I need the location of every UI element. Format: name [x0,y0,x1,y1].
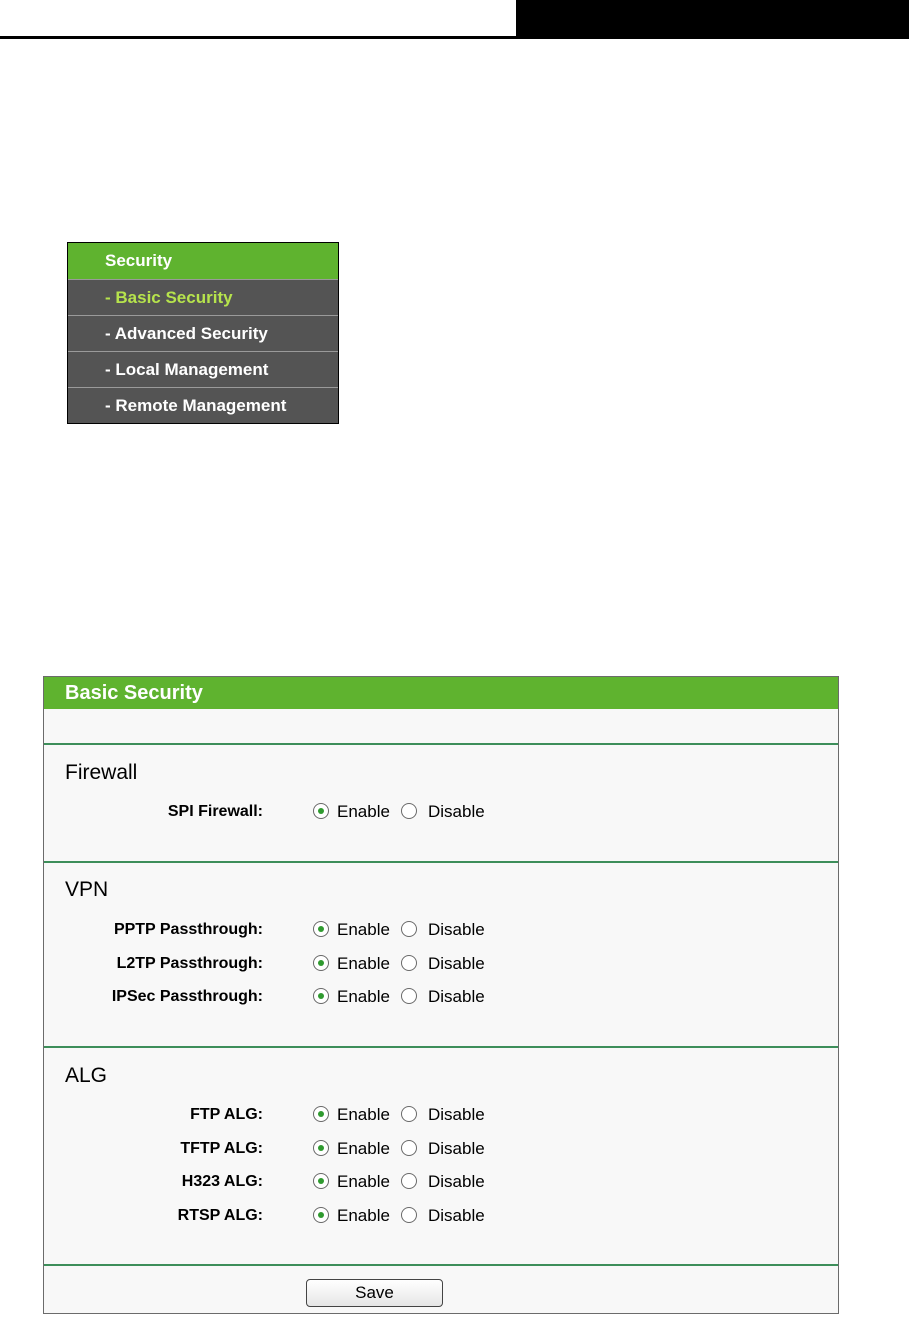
enable-option-label[interactable]: Enable [337,1206,390,1225]
save-button[interactable]: Save [306,1279,443,1307]
enable-option-label[interactable]: Enable [337,1139,390,1158]
enable-radio[interactable] [313,955,329,971]
disable-radio[interactable] [401,1106,417,1122]
row-ftp-alg [44,1104,838,1126]
enable-radio[interactable] [313,1207,329,1223]
row-label: IPSec Passthrough: [111,988,263,1005]
enable-radio[interactable] [313,803,329,819]
row-l2tp-passthrough [44,953,838,975]
disable-radio[interactable] [401,921,417,937]
basic-security-panel [43,676,839,1314]
disable-radio[interactable] [401,1173,417,1189]
section-title-alg: ALG [65,1064,108,1087]
row-label: H323 ALG: [181,1173,263,1190]
enable-option-label[interactable]: Enable [337,1105,390,1124]
divider [44,743,838,745]
row-tftp-alg [44,1138,838,1160]
enable-radio[interactable] [313,1173,329,1189]
disable-option-label[interactable]: Disable [428,954,485,973]
disable-radio[interactable] [401,1207,417,1223]
row-label: L2TP Passthrough: [116,955,263,972]
row-label: SPI Firewall: [167,803,263,820]
enable-option-label[interactable]: Enable [337,802,390,821]
disable-option-label[interactable]: Disable [428,1105,485,1124]
row-spi-firewall [44,801,838,823]
enable-radio[interactable] [313,921,329,937]
disable-option-label[interactable]: Disable [428,1172,485,1191]
security-menu [67,242,339,424]
disable-option-label[interactable]: Disable [428,1139,485,1158]
disable-radio[interactable] [401,955,417,971]
menu-item-local-management[interactable]: - Local Management [68,351,338,387]
row-h323-alg [44,1171,838,1193]
row-rtsp-alg [44,1205,838,1227]
panel-title: Basic Security [44,677,838,709]
row-pptp-passthrough [44,919,838,941]
menu-item-remote-management[interactable]: - Remote Management [68,387,338,423]
disable-radio[interactable] [401,988,417,1004]
disable-option-label[interactable]: Disable [428,987,485,1006]
header-black-block [516,0,909,39]
section-title-firewall: Firewall [65,761,138,784]
row-ipsec-passthrough [44,986,838,1008]
enable-option-label[interactable]: Enable [337,1172,390,1191]
enable-option-label[interactable]: Enable [337,954,390,973]
divider [44,861,838,863]
enable-radio[interactable] [313,988,329,1004]
row-label: TFTP ALG: [180,1140,263,1157]
divider [44,1264,838,1266]
row-label: FTP ALG: [190,1106,263,1123]
disable-radio[interactable] [401,1140,417,1156]
enable-option-label[interactable]: Enable [337,987,390,1006]
section-title-vpn: VPN [65,878,109,901]
row-label: RTSP ALG: [177,1207,263,1224]
divider [44,1046,838,1048]
enable-option-label[interactable]: Enable [337,920,390,939]
header-rule [0,36,516,39]
disable-option-label[interactable]: Disable [428,920,485,939]
enable-radio[interactable] [313,1140,329,1156]
enable-radio[interactable] [313,1106,329,1122]
disable-radio[interactable] [401,803,417,819]
disable-option-label[interactable]: Disable [428,802,485,821]
menu-item-basic-security[interactable]: - Basic Security [68,279,338,315]
menu-item-advanced-security[interactable]: - Advanced Security [68,315,338,351]
row-label: PPTP Passthrough: [113,921,263,938]
disable-option-label[interactable]: Disable [428,1206,485,1225]
menu-header-security[interactable]: Security [68,243,338,279]
